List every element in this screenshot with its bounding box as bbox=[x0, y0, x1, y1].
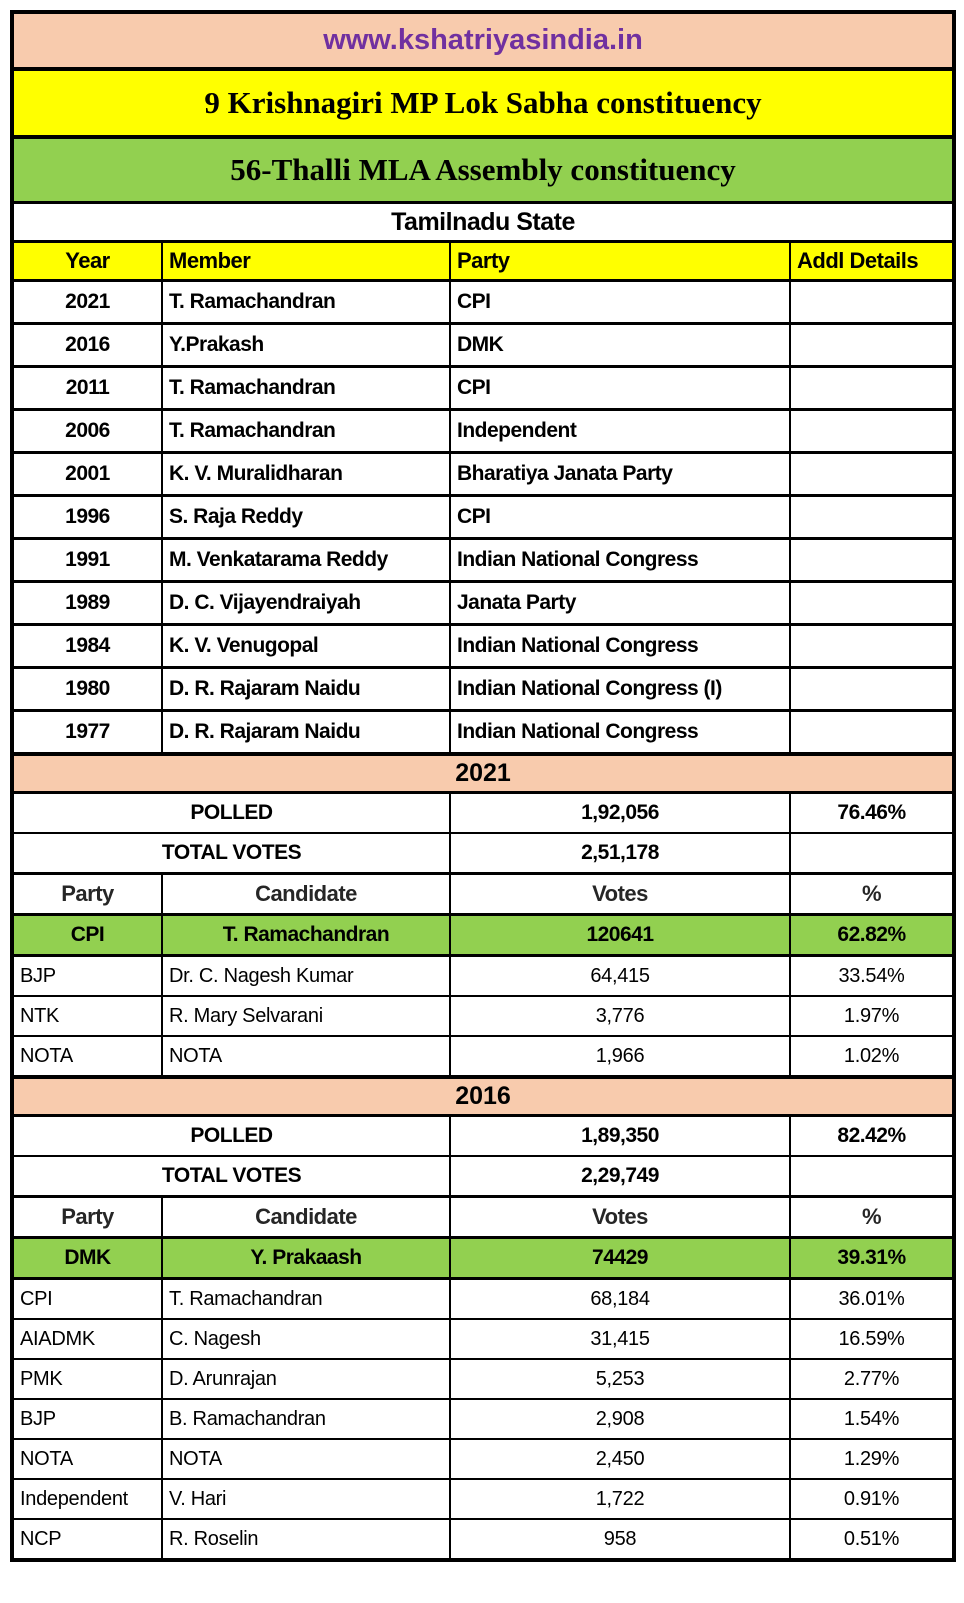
member-cell: S. Raja Reddy bbox=[162, 496, 450, 539]
total-votes-row bbox=[12, 833, 954, 874]
party-cell: Indian National Congress bbox=[450, 625, 790, 668]
polled-label: POLLED bbox=[12, 793, 450, 834]
results-header-row bbox=[12, 1197, 954, 1238]
table-row bbox=[12, 203, 954, 242]
total-votes-row bbox=[12, 1156, 954, 1197]
candidate-cell: D. Arunrajan bbox=[162, 1359, 450, 1399]
candidate-column-header: Candidate bbox=[162, 874, 450, 915]
member-column-header: Member bbox=[162, 242, 450, 281]
addl-cell bbox=[790, 582, 954, 625]
percent-cell: 36.01% bbox=[790, 1279, 954, 1320]
party-cell: Janata Party bbox=[450, 582, 790, 625]
table-row bbox=[12, 69, 954, 137]
member-row bbox=[12, 496, 954, 539]
percent-column-header: % bbox=[790, 1197, 954, 1238]
year-cell: 2001 bbox=[12, 453, 162, 496]
candidate-row bbox=[12, 1359, 954, 1399]
election-year-banner bbox=[12, 754, 954, 793]
votes-cell: 5,253 bbox=[450, 1359, 790, 1399]
votes-cell: 64,415 bbox=[450, 956, 790, 997]
party-column-header: Party bbox=[12, 1197, 162, 1238]
party-cell: BJP bbox=[12, 1399, 162, 1439]
votes-cell: 2,908 bbox=[450, 1399, 790, 1439]
total-votes-percent bbox=[790, 833, 954, 874]
total-votes-value: 2,51,178 bbox=[450, 833, 790, 874]
candidate-cell: B. Ramachandran bbox=[162, 1399, 450, 1439]
votes-cell: 1,722 bbox=[450, 1479, 790, 1519]
party-cell: CPI bbox=[450, 367, 790, 410]
addl-cell bbox=[790, 453, 954, 496]
member-row bbox=[12, 281, 954, 324]
votes-cell: 74429 bbox=[450, 1238, 790, 1279]
addl-cell bbox=[790, 496, 954, 539]
party-cell: Independent bbox=[12, 1479, 162, 1519]
percent-cell: 2.77% bbox=[790, 1359, 954, 1399]
addl-cell bbox=[790, 711, 954, 755]
winner-row bbox=[12, 915, 954, 956]
addl-column-header: Addl Details bbox=[790, 242, 954, 281]
votes-cell: 3,776 bbox=[450, 996, 790, 1036]
candidate-row bbox=[12, 996, 954, 1036]
addl-cell bbox=[790, 281, 954, 324]
votes-cell: 1,966 bbox=[450, 1036, 790, 1077]
party-cell: CPI bbox=[12, 1279, 162, 1320]
year-cell: 2011 bbox=[12, 367, 162, 410]
candidate-row bbox=[12, 1399, 954, 1439]
member-cell: D. C. Vijayendraiyah bbox=[162, 582, 450, 625]
candidate-cell: T. Ramachandran bbox=[162, 915, 450, 956]
polled-row bbox=[12, 793, 954, 834]
year-cell: 1991 bbox=[12, 539, 162, 582]
member-row bbox=[12, 668, 954, 711]
member-cell: D. R. Rajaram Naidu bbox=[162, 711, 450, 755]
addl-cell bbox=[790, 410, 954, 453]
candidate-row bbox=[12, 1479, 954, 1519]
total-votes-percent bbox=[790, 1156, 954, 1197]
party-cell: NOTA bbox=[12, 1439, 162, 1479]
year-cell: 2006 bbox=[12, 410, 162, 453]
member-row bbox=[12, 539, 954, 582]
candidate-column-header: Candidate bbox=[162, 1197, 450, 1238]
year-cell: 1980 bbox=[12, 668, 162, 711]
member-row bbox=[12, 711, 954, 755]
member-row bbox=[12, 324, 954, 367]
candidate-cell: C. Nagesh bbox=[162, 1319, 450, 1359]
state-title: Tamilnadu State bbox=[12, 203, 954, 242]
candidate-cell: Dr. C. Nagesh Kumar bbox=[162, 956, 450, 997]
party-cell: DMK bbox=[450, 324, 790, 367]
percent-column-header: % bbox=[790, 874, 954, 915]
election-year-banner bbox=[12, 1077, 954, 1116]
table-row bbox=[12, 12, 954, 69]
votes-cell: 31,415 bbox=[450, 1319, 790, 1359]
candidate-row bbox=[12, 1439, 954, 1479]
candidate-cell: NOTA bbox=[162, 1036, 450, 1077]
party-cell: PMK bbox=[12, 1359, 162, 1399]
total-votes-label: TOTAL VOTES bbox=[12, 1156, 450, 1197]
page-sheet bbox=[10, 10, 952, 1562]
member-row bbox=[12, 453, 954, 496]
election-year: 2016 bbox=[12, 1077, 954, 1116]
party-cell: BJP bbox=[12, 956, 162, 997]
addl-cell bbox=[790, 324, 954, 367]
year-cell: 1989 bbox=[12, 582, 162, 625]
party-cell: CPI bbox=[450, 281, 790, 324]
member-cell: T. Ramachandran bbox=[162, 281, 450, 324]
total-votes-label: TOTAL VOTES bbox=[12, 833, 450, 874]
member-cell: T. Ramachandran bbox=[162, 367, 450, 410]
candidate-cell: V. Hari bbox=[162, 1479, 450, 1519]
party-cell: CPI bbox=[12, 915, 162, 956]
winner-row bbox=[12, 1238, 954, 1279]
results-header-row bbox=[12, 874, 954, 915]
votes-cell: 120641 bbox=[450, 915, 790, 956]
percent-cell: 16.59% bbox=[790, 1319, 954, 1359]
candidate-cell: R. Roselin bbox=[162, 1519, 450, 1560]
mp-constituency-banner: 9 Krishnagiri MP Lok Sabha constituency bbox=[12, 69, 954, 137]
percent-cell: 0.51% bbox=[790, 1519, 954, 1560]
party-cell: NCP bbox=[12, 1519, 162, 1560]
table-row bbox=[12, 137, 954, 203]
addl-cell bbox=[790, 367, 954, 410]
polled-row bbox=[12, 1116, 954, 1157]
polled-votes: 1,92,056 bbox=[450, 793, 790, 834]
member-row bbox=[12, 367, 954, 410]
polled-label: POLLED bbox=[12, 1116, 450, 1157]
votes-cell: 68,184 bbox=[450, 1279, 790, 1320]
party-cell: Indian National Congress bbox=[450, 539, 790, 582]
party-cell: Independent bbox=[450, 410, 790, 453]
member-cell: T. Ramachandran bbox=[162, 410, 450, 453]
party-cell: CPI bbox=[450, 496, 790, 539]
candidate-cell: R. Mary Selvarani bbox=[162, 996, 450, 1036]
percent-cell: 1.02% bbox=[790, 1036, 954, 1077]
addl-cell bbox=[790, 625, 954, 668]
member-row bbox=[12, 582, 954, 625]
member-cell: Y.Prakash bbox=[162, 324, 450, 367]
candidate-cell: T. Ramachandran bbox=[162, 1279, 450, 1320]
party-cell: AIADMK bbox=[12, 1319, 162, 1359]
party-column-header: Party bbox=[450, 242, 790, 281]
site-url-link[interactable]: www.kshatriyasindia.in bbox=[12, 12, 954, 69]
percent-cell: 33.54% bbox=[790, 956, 954, 997]
year-cell: 2021 bbox=[12, 281, 162, 324]
party-column-header: Party bbox=[12, 874, 162, 915]
polled-votes: 1,89,350 bbox=[450, 1116, 790, 1157]
election-year: 2021 bbox=[12, 754, 954, 793]
candidate-row bbox=[12, 1319, 954, 1359]
candidate-row bbox=[12, 1036, 954, 1077]
percent-cell: 0.91% bbox=[790, 1479, 954, 1519]
member-cell: K. V. Venugopal bbox=[162, 625, 450, 668]
addl-cell bbox=[790, 668, 954, 711]
party-cell: Bharatiya Janata Party bbox=[450, 453, 790, 496]
party-cell: DMK bbox=[12, 1238, 162, 1279]
votes-column-header: Votes bbox=[450, 1197, 790, 1238]
year-column-header: Year bbox=[12, 242, 162, 281]
addl-cell bbox=[790, 539, 954, 582]
candidate-row bbox=[12, 1519, 954, 1560]
candidate-row bbox=[12, 956, 954, 997]
percent-cell: 1.29% bbox=[790, 1439, 954, 1479]
percent-cell: 1.97% bbox=[790, 996, 954, 1036]
party-cell: NTK bbox=[12, 996, 162, 1036]
mla-constituency-banner: 56-Thalli MLA Assembly constituency bbox=[12, 137, 954, 203]
member-row bbox=[12, 410, 954, 453]
year-cell: 1984 bbox=[12, 625, 162, 668]
candidate-row bbox=[12, 1279, 954, 1320]
votes-cell: 958 bbox=[450, 1519, 790, 1560]
member-cell: D. R. Rajaram Naidu bbox=[162, 668, 450, 711]
polled-percent: 82.42% bbox=[790, 1116, 954, 1157]
member-cell: M. Venkatarama Reddy bbox=[162, 539, 450, 582]
polled-percent: 76.46% bbox=[790, 793, 954, 834]
party-cell: NOTA bbox=[12, 1036, 162, 1077]
percent-cell: 39.31% bbox=[790, 1238, 954, 1279]
year-cell: 1977 bbox=[12, 711, 162, 755]
members-header-row bbox=[12, 242, 954, 281]
year-cell: 1996 bbox=[12, 496, 162, 539]
party-cell: Indian National Congress (I) bbox=[450, 668, 790, 711]
election-data-table bbox=[10, 10, 956, 1562]
votes-column-header: Votes bbox=[450, 874, 790, 915]
candidate-cell: NOTA bbox=[162, 1439, 450, 1479]
total-votes-value: 2,29,749 bbox=[450, 1156, 790, 1197]
percent-cell: 1.54% bbox=[790, 1399, 954, 1439]
member-row bbox=[12, 625, 954, 668]
votes-cell: 2,450 bbox=[450, 1439, 790, 1479]
party-cell: Indian National Congress bbox=[450, 711, 790, 755]
member-cell: K. V. Muralidharan bbox=[162, 453, 450, 496]
candidate-cell: Y. Prakaash bbox=[162, 1238, 450, 1279]
percent-cell: 62.82% bbox=[790, 915, 954, 956]
year-cell: 2016 bbox=[12, 324, 162, 367]
